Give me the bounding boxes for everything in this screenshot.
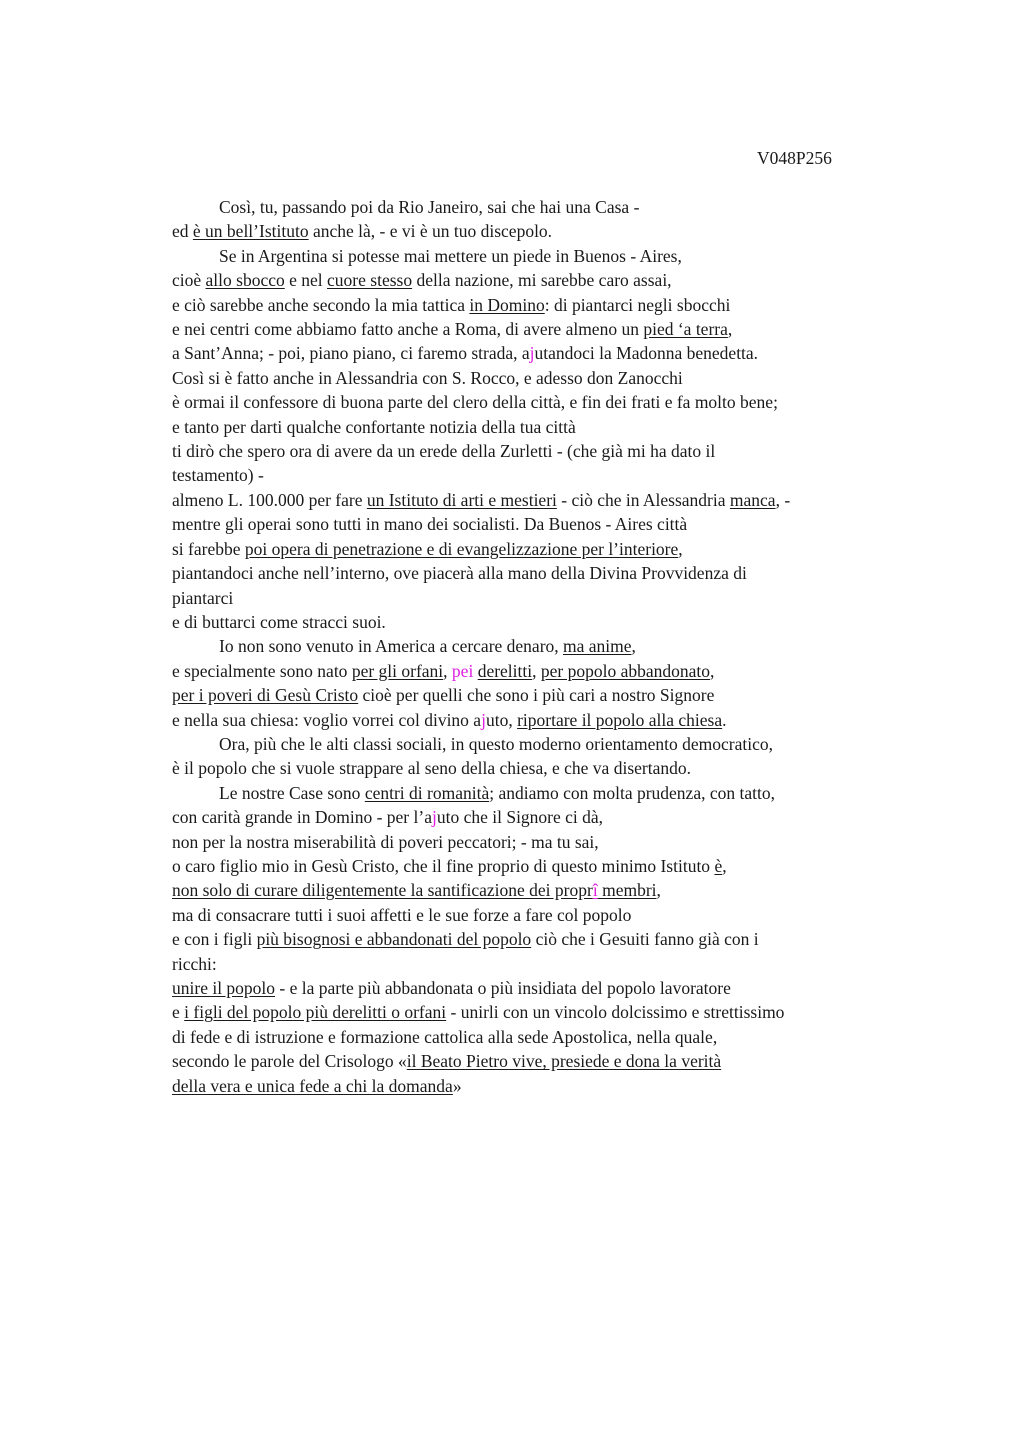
text-segment: ,: [631, 636, 636, 657]
text-segment: piantarci: [172, 587, 234, 608]
underlined-text: il Beato Pietro vive, presiede e dona la verità: [406, 1051, 722, 1072]
text-segment: ,: [710, 660, 715, 681]
text-line: [172, 927, 912, 951]
underlined-text: î: [592, 880, 598, 901]
text-line: [172, 854, 912, 878]
text-segment: si farebbe: [172, 538, 245, 559]
highlighted-text: j: [529, 343, 535, 364]
text-segment: ,: [722, 855, 727, 876]
document-body: [172, 195, 912, 1098]
document-code: V048P256: [757, 148, 832, 168]
text-segment: - e la parte più abbandonata o più insidiata del popolo lavoratore: [275, 978, 731, 998]
underlined-text: per gli orfani: [351, 660, 444, 681]
underlined-text: ma anime: [563, 636, 632, 657]
underlined-text: un Istituto di arti e mestieri: [366, 489, 557, 510]
text-line: [172, 268, 912, 292]
text-segment: e: [172, 1002, 185, 1023]
text-line: [172, 634, 912, 658]
text-segment: e con i figli: [172, 929, 257, 950]
text-segment: ,: [678, 538, 683, 559]
text-segment: Io non sono venuto in America a cercare denaro,: [219, 636, 564, 657]
text-line: [172, 732, 912, 756]
text-line: [172, 659, 912, 683]
text-line: [172, 1025, 912, 1049]
text-line: [172, 878, 912, 902]
text-segment: o caro figlio mio in Gesù Cristo, che il fine proprio di questo minimo Istituto: [172, 855, 715, 876]
text-segment: e tanto per darti qualche confortante notizia della tua città: [172, 416, 576, 437]
text-segment: cioè per quelli che sono i più cari a nostro Signore: [358, 685, 715, 706]
text-segment: ; andiamo con molta prudenza, con tatto,: [489, 782, 775, 803]
text-segment: ,: [727, 319, 733, 340]
text-segment: e nel: [284, 270, 328, 291]
text-segment: anche là, - e vi è un tuo discepolo.: [308, 221, 553, 242]
text-segment: : di piantarci negli sbocchi: [544, 294, 731, 315]
text-line: [172, 341, 912, 365]
text-line: [172, 219, 912, 243]
text-segment: - unirli con un vincolo dolcissimo e strettissimo: [446, 1002, 785, 1023]
text-line: [172, 463, 912, 487]
text-segment: è ormai il confessore di buona parte del clero della città, e fin dei frati e fa molto bene;: [172, 392, 778, 413]
text-line: [172, 561, 912, 585]
text-line: [172, 781, 912, 805]
text-segment: , -: [775, 489, 791, 510]
text-line: [172, 244, 912, 268]
text-line: [172, 293, 912, 317]
text-line: [172, 439, 912, 463]
text-line: [172, 1049, 912, 1073]
text-segment: ma di consacrare tutti i suoi affetti e le sue forze a fare col popolo: [172, 904, 632, 925]
text-segment: e ciò sarebbe anche secondo la mia tattica: [172, 294, 470, 315]
text-segment: ,: [656, 880, 661, 901]
text-segment: ricchi:: [172, 953, 217, 974]
text-segment: Le nostre Case sono: [219, 782, 365, 803]
text-segment: e specialmente sono nato: [172, 660, 352, 681]
text-line: [172, 537, 912, 561]
text-segment: è il popolo che si vuole strappare al seno della chiesa, e che va disertando.: [172, 758, 691, 779]
underlined-text: è: [714, 855, 723, 876]
underlined-text: manca: [729, 489, 776, 510]
text-line: [172, 1000, 912, 1024]
text-segment: non per la nostra miserabilità di poveri peccatori; - ma tu sai,: [172, 831, 599, 852]
text-segment: »: [452, 1075, 462, 1096]
text-line: [172, 512, 912, 536]
text-segment: ciò che i Gesuiti fanno già con i: [531, 929, 759, 950]
underlined-text: pied ‘a terra: [643, 319, 728, 340]
text-line: [172, 708, 912, 732]
underlined-text: i figli del popolo più derelitti o orfani: [184, 1002, 447, 1023]
text-segment: utandoci la Madonna benedetta.: [534, 343, 759, 364]
underlined-text: unire il popolo: [172, 978, 276, 998]
text-line: [172, 488, 912, 512]
underlined-text: per popolo abbandonato: [540, 660, 710, 681]
text-segment: mentre gli operai sono tutti in mano dei socialisti. Da Buenos - Aires città: [172, 514, 688, 535]
text-line: [172, 683, 912, 707]
text-segment: .: [722, 709, 727, 730]
text-line: [172, 366, 912, 390]
underlined-text: poi opera di penetrazione e di evangelizzazione per l’interiore: [244, 538, 679, 559]
text-segment: testamento) -: [172, 465, 264, 486]
underlined-text: della vera e unica fede a chi la domanda: [172, 1075, 453, 1096]
underlined-text: cuore stesso: [327, 270, 413, 291]
text-segment: con carità grande in Domino - per l’a: [172, 807, 432, 828]
text-line: [172, 756, 912, 780]
text-segment: Così, tu, passando poi da Rio Janeiro, sai che hai una Casa -: [219, 197, 640, 217]
text-line: [172, 390, 912, 414]
underlined-text: non solo di curare diligentemente la santificazione dei propr: [172, 880, 593, 901]
text-segment: ,: [532, 660, 541, 681]
underlined-text: derelitti: [477, 660, 533, 681]
text-segment: ,: [443, 660, 452, 681]
highlighted-text: j: [481, 709, 486, 730]
text-line: [172, 952, 912, 976]
text-line: [172, 610, 912, 634]
text-segment: secondo le parole del Crisologo «: [172, 1051, 407, 1072]
underlined-text: più bisognosi e abbandonati del popolo: [256, 929, 532, 950]
text-segment: ed: [172, 221, 193, 242]
text-segment: a Sant’Anna; - poi, piano piano, ci faremo strada, a: [172, 343, 530, 364]
text-segment: e nella sua chiesa: voglio vorrei col divino a: [172, 709, 482, 730]
underlined-text: allo sbocco: [205, 270, 285, 291]
highlighted-text: pei: [451, 660, 474, 681]
text-segment: almeno L. 100.000 per fare: [172, 489, 367, 510]
text-line: [172, 976, 912, 1000]
text-line: [172, 805, 912, 829]
underlined-text: centri di romanità: [364, 782, 490, 803]
highlighted-text: j: [431, 807, 437, 828]
text-segment: cioè: [172, 270, 206, 291]
text-segment: uto che il Signore ci dà,: [436, 807, 604, 828]
underlined-text: per i poveri di Gesù Cristo: [172, 685, 359, 706]
text-segment: e di buttarci come stracci suoi.: [172, 611, 386, 632]
text-line: [172, 1074, 912, 1098]
text-line: [172, 830, 912, 854]
text-line: [172, 586, 912, 610]
text-segment: - ciò che in Alessandria: [556, 489, 730, 510]
text-segment: e nei centri come abbiamo fatto anche a Roma, di avere almeno un: [172, 319, 644, 340]
text-segment: di fede e di istruzione e formazione cattolica alla sede Apostolica, nella quale,: [172, 1026, 718, 1047]
underlined-text: in Domino: [469, 294, 545, 315]
underlined-text: è un bell’Istituto: [192, 221, 309, 242]
text-segment: Così si è fatto anche in Alessandria con S. Rocco, e adesso don Zanocchi: [172, 367, 683, 388]
text-segment: uto,: [485, 709, 518, 730]
text-segment: piantandoci anche nell’interno, ove piacerà alla mano della Divina Provvidenza di: [172, 563, 747, 584]
text-segment: Ora, più che le alti classi sociali, in questo moderno orientamento democratico,: [219, 733, 773, 754]
text-line: [172, 317, 912, 341]
text-segment: Se in Argentina si potesse mai mettere un piede in Buenos - Aires,: [219, 245, 682, 266]
text-segment: ti dirò che spero ora di avere da un erede della Zurletti - (che già mi ha dato il: [172, 441, 716, 462]
underlined-text: membri: [597, 880, 657, 901]
text-segment: della nazione, mi sarebbe caro assai,: [412, 270, 672, 291]
text-line: [172, 903, 912, 927]
text-line: [172, 415, 912, 439]
text-line: [172, 195, 912, 219]
underlined-text: riportare il popolo alla chiesa: [517, 709, 723, 730]
